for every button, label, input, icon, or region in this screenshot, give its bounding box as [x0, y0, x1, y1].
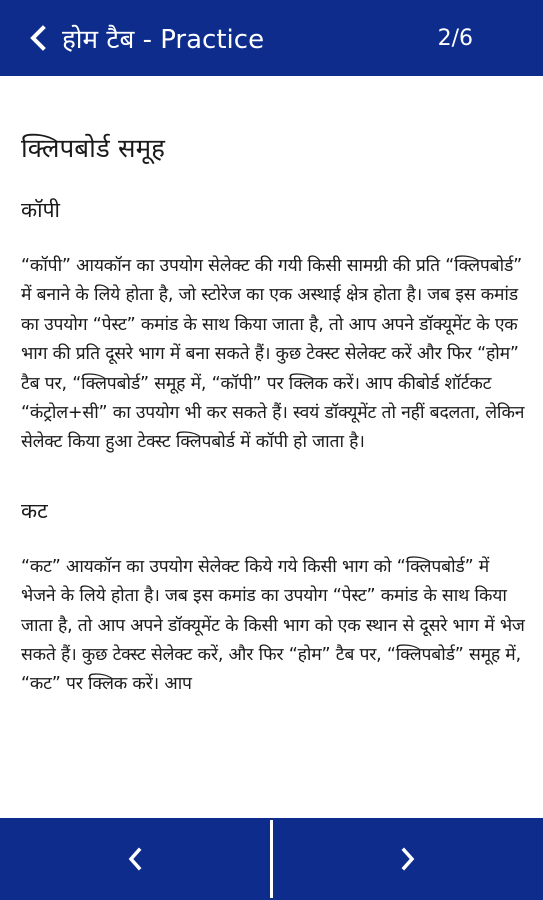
- app-bar: [0, 0, 543, 76]
- lesson-content[interactable]: [21, 76, 526, 818]
- group-title: क्लिपबोर्ड समूह: [21, 134, 165, 164]
- chevron-left-icon: [28, 24, 48, 52]
- section-heading-cut: कट: [21, 498, 48, 523]
- section-body-copy: “कॉपी” आयकॉन का उपयोग सेलेक्ट की गयी किसी सामग्री की प्रति “क्लिपबोर्ड” में बनाने के लिये होता है, जो स्टोरेज का एक अस्थाई क्षेत्र होता है। जब इस कमांड का उपयोग “पेस्ट” कमांड के साथ किया जाता है, तो आप अपने डॉक्यूमेंट के एक भाग की प्रति दूसरे भाग में बना सकते हैं। कुछ टेक्स्ट सेलेक्ट करें और फिर “होम” टैब पर, “क्लिपबोर्ड” समूह में, “कॉपी” पर क्लिक करें। आप कीबोर्ड शॉर्टकट “कंट्रोल+सी” का उपयोग भी कर सकते हैं। स्वयं डॉक्यूमेंट तो नहीं बदलता, लेकिन सेलेक्ट किया हुआ टेक्स्ट क्लिपबोर्ड में कॉपी हो जाता है।: [21, 256, 525, 453]
- chevron-right-icon: [399, 846, 417, 872]
- page-title: होम टैब - Practice: [62, 25, 265, 55]
- back-button[interactable]: [18, 0, 58, 76]
- section-heading-copy: कॉपी: [21, 198, 60, 222]
- chevron-left-icon: [126, 846, 144, 872]
- section-body-cut: “कट” आयकॉन का उपयोग सेलेक्ट किये गये किसी भाग को “क्लिपबोर्ड” में भेजने के लिये होता है। जब इस कमांड का उपयोग “पेस्ट” कमांड के साथ किया जाता है, तो आप अपने डॉक्यूमेंट के किसी भाग को एक स्थान से दूसरे भाग में भेज सकते हैं। कुछ टेक्स्ट सेलेक्ट करें, और फिर “होम” टैब पर, “क्लिपबोर्ड” समूह में, “कट” पर क्लिक करें। आप: [21, 556, 525, 695]
- bottom-nav-bar: [0, 818, 543, 900]
- next-page-button[interactable]: [273, 818, 543, 900]
- page-counter: 2/6: [437, 25, 473, 51]
- previous-page-button[interactable]: [0, 818, 270, 900]
